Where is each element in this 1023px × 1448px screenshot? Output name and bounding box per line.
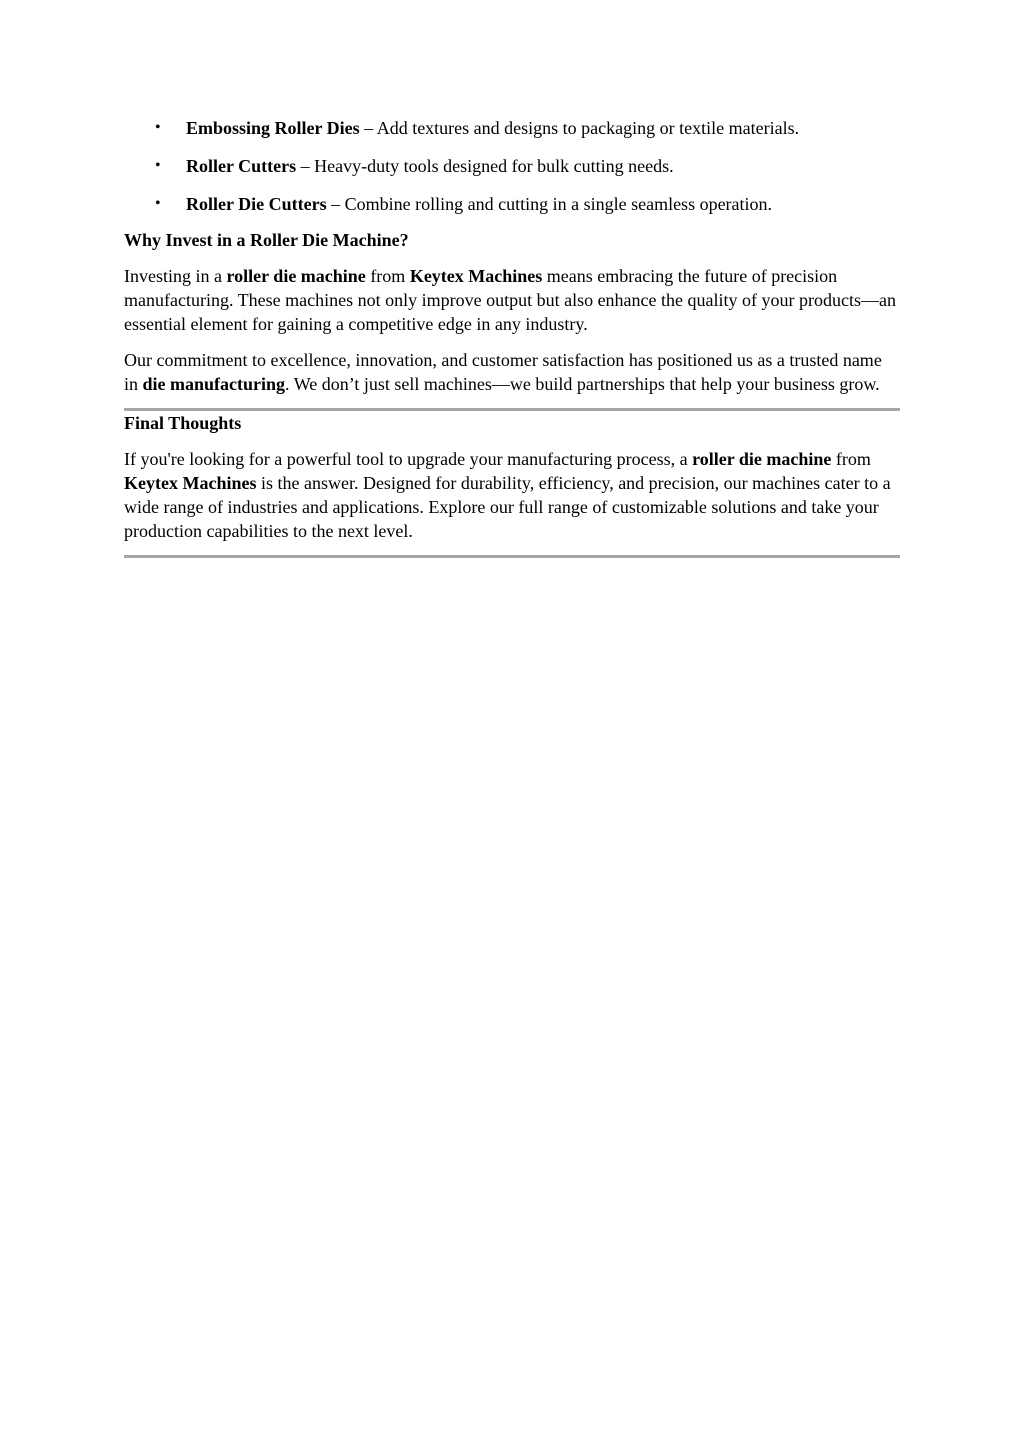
text-run: Our commitment to excellence, innovation, and customer satisfaction has positioned us as a trusted name in [124,350,882,394]
text-run: If you're looking for a powerful tool to upgrade your manufacturing process, a [124,449,693,469]
list-item-term: Roller Cutters [186,156,297,176]
text-run: Investing in a [124,266,227,286]
list-item-desc: – Heavy-duty tools designed for bulk cutting needs. [296,156,674,176]
list-item [124,192,900,216]
bullet-icon: • [155,195,161,212]
bold-text-run: Keytex Machines [409,266,543,286]
bullet-icon: • [155,157,161,174]
why-invest-paragraph-1 [124,264,900,336]
text-run: is the answer. Designed for durability, efficiency, and precision, our machines cater to a wide range of industries and applications. Explore our full range of customizable solutions and take your production capabilities to the next level. [124,473,891,541]
bold-text-run: Keytex Machines [124,473,257,493]
why-invest-paragraph-2 [124,348,900,396]
bold-text-run: die manufacturing [142,374,286,394]
bullet-list [124,116,900,216]
text-run: from [831,449,871,469]
text-run: from [365,266,410,286]
bold-text-run: roller die machine [226,266,366,286]
list-item [124,154,900,178]
bullet-icon: • [155,119,161,136]
text-run: . We don’t just sell machines—we build partnerships that help your business grow. [285,374,880,394]
section-heading-final-thoughts: Final Thoughts [124,413,242,433]
final-thoughts-paragraph [124,447,900,543]
text-run: means embracing the future of precision manufacturing. These machines not only improve output but also enhance the quality of your products—an essential element for gaining a competitive edge in any industry. [124,266,896,334]
list-item-term: Embossing Roller Dies [186,118,360,138]
list-item-term: Roller Die Cutters [186,194,327,214]
section-heading-why-invest: Why Invest in a Roller Die Machine? [124,230,409,250]
document-page [124,116,900,558]
list-item [124,116,900,140]
bold-text-run: roller die machine [692,449,832,469]
horizontal-divider [124,555,900,558]
list-item-desc: – Combine rolling and cutting in a single seamless operation. [326,194,773,214]
list-item-desc: – Add textures and designs to packaging or textile materials. [359,118,800,138]
